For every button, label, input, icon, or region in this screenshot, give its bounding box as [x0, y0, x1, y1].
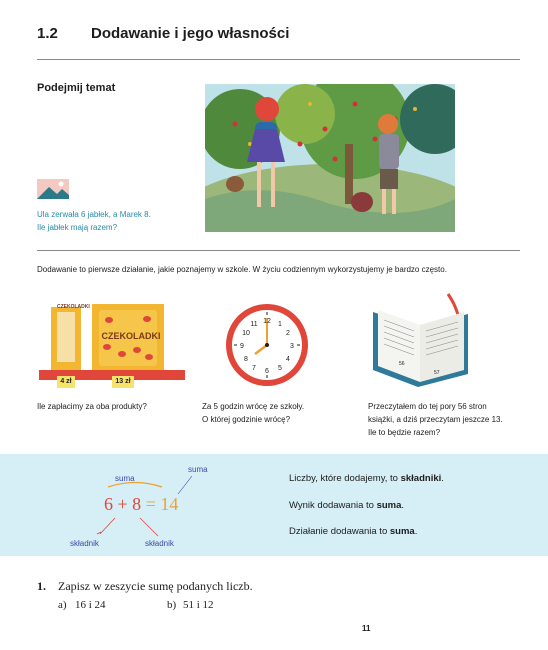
page-number-left: 56	[399, 361, 405, 367]
rule-1-text: Liczby, które dodajemy, to	[289, 473, 401, 484]
label-suma-top: suma	[115, 474, 135, 483]
definition-rule-2	[289, 500, 404, 511]
equation-addend-a: 6	[104, 494, 113, 514]
definition-rule-3	[289, 526, 417, 537]
chocolate-small-label: CZEKOLADKI	[57, 304, 90, 310]
label-skladnik-right: składnik	[145, 539, 174, 548]
clock-number: 1	[278, 321, 282, 328]
section-title: Dodawanie i jego własności	[91, 25, 290, 42]
example-3-caption	[368, 400, 503, 439]
example-2-line-1: Za 5 godzin wrócę ze szkoły.	[202, 402, 305, 411]
example-2-line-2: O której godzinie wrócę?	[202, 415, 291, 424]
clock-number: 10	[242, 330, 250, 337]
example-2-caption	[202, 400, 304, 426]
equation-result: 14	[160, 494, 179, 514]
exercise-item-a-label: a)	[58, 599, 67, 611]
price-tag-1: 4 zł	[60, 378, 72, 385]
example-3-line-2: książki, a dziś przeczytam jeszcze 13.	[368, 415, 503, 424]
intro-story	[37, 208, 187, 234]
equation-addend-b: 8	[132, 494, 142, 514]
mountain-icon	[37, 179, 69, 199]
story-line-2: Ile jabłek mają razem?	[37, 223, 118, 232]
book-illustration	[368, 292, 478, 390]
rule-3-text: Działanie dodawania to	[289, 526, 390, 537]
price-tag-2: 13 zł	[115, 378, 131, 385]
rule-2-term: suma	[376, 500, 402, 511]
intro-heading: Podejmij temat	[37, 82, 116, 94]
exercise-number: 1.	[37, 579, 46, 593]
clock-number: 12	[263, 318, 271, 325]
section-number: 1.2	[37, 25, 58, 42]
exercise-item-a-value: 16 i 24	[75, 599, 106, 611]
intro-paragraph: Dodawanie to pierwsze działanie, jakie poznajemy w szkole. W życiu codziennym wykorzystujemy je bardzo często.	[37, 265, 447, 274]
clock-number: 6	[265, 368, 269, 375]
exercise-text: Zapisz w zeszycie sumę podanych liczb.	[58, 579, 253, 593]
rule-3-end: .	[414, 526, 418, 537]
clock-number: 2	[286, 330, 290, 337]
rule-1-term: składniki	[400, 473, 442, 484]
page-number: 11	[362, 624, 371, 633]
equation	[104, 494, 178, 515]
orchard-illustration	[205, 84, 455, 232]
divider	[37, 59, 520, 60]
label-skladnik-left: składnik	[70, 539, 99, 548]
clock-number: 5	[278, 365, 282, 372]
rule-2-end: .	[401, 500, 405, 511]
clock-number: 9	[240, 343, 244, 350]
chocolate-big-label: CZEKOLADKI	[101, 331, 161, 341]
example-3-line-1: Przeczytałem do tej pory 56 stron	[368, 402, 487, 411]
rule-1-end: .	[441, 473, 444, 484]
example-1-caption	[37, 400, 147, 413]
clock-illustration	[224, 302, 310, 388]
clock-number: 8	[244, 356, 248, 363]
clock-number: 7	[252, 365, 256, 372]
exercise-item-b-label: b)	[167, 599, 177, 611]
clock-number: 3	[290, 343, 294, 350]
divider	[37, 250, 520, 251]
example-1-line-1: Ile zapłacimy za oba produkty?	[37, 402, 147, 411]
definition-rule-1	[289, 473, 444, 484]
clock-number: 11	[250, 321, 258, 328]
equation-equals: =	[145, 494, 156, 514]
rule-3-term: suma	[389, 526, 415, 537]
page-number-right: 57	[434, 370, 440, 376]
equation-plus: +	[117, 494, 128, 514]
story-line-1: Ula zerwała 6 jabłek, a Marek 8.	[37, 210, 151, 219]
clock-number: 4	[286, 356, 290, 363]
exercise-item-b-value: 51 i 12	[183, 599, 214, 611]
rule-2-text: Wynik dodawania to	[289, 500, 377, 511]
example-3-line-3: Ile to będzie razem?	[368, 428, 441, 437]
label-suma-right: suma	[188, 465, 208, 474]
